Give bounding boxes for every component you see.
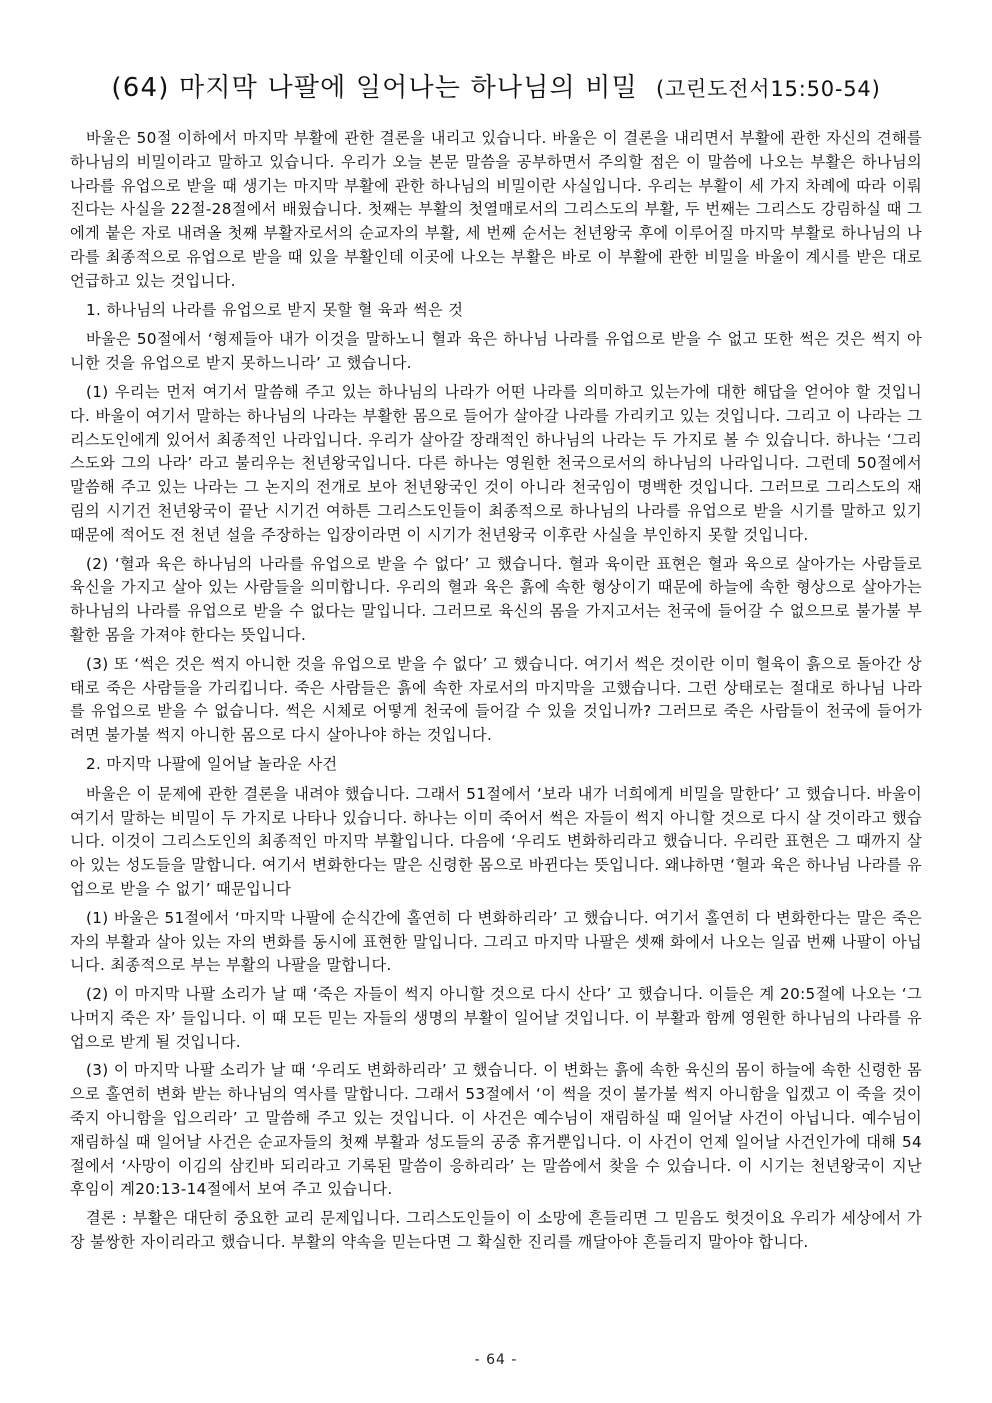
paragraph-conclusion: 결론 : 부활은 대단히 중요한 교리 문제입니다. 그리스도인들이 이 소망에 흔들리면 그 믿음도 헛것이요 우리가 세상에서 가장 불쌍한 자이리라고 했습니다. 부활의 약속을 믿는다면 그 확실한 진리를 깨달아야 흔들리지 말아야 합니다. [70,1209,922,1252]
paragraph: (1) 바울은 51절에서 ‘마지막 나팔에 순식간에 홀연히 다 변화하리라’ 고 했습니다. 여기서 홀연히 다 변화한다는 말은 죽은 자의 부활과 살아 있는 자의 변화를 동시에 표현한 말입니다. 그리고 마지막 나팔은 셋째 화에서 나오는 일곱 번째 나팔이 아닙니다. 최종적으로 부는 부활의 나팔을 말합니다. [70,908,922,975]
title-main: (64) 마지막 나팔에 일어나는 하나님의 비밀 [111,73,638,103]
title-reference: (고린도전서15:50-54) [655,77,881,101]
paragraph: (1) 우리는 먼저 여기서 말씀해 주고 있는 하나님의 나라가 어떤 나라를 의미하고 있는가에 대한 해답을 얻어야 할 것입니다. 바울이 여기서 말하는 하나님의 나라는 부활한 몸으로 들어가 살아갈 나라를 가리키고 있는 것입니다. 그리고 이 나라는 그리스도인에게 있어서 최종적인 나라입니다. 우리가 살아갈 장래적인 하나님의 나라는 두 가지로 볼 수 있습니다. 하나는 ‘그리스도와 그의 나라’ 라고 불리우는 천년왕국입니다. 다른 하나는 영원한 천국으로서의 하나님의 나라입니다. 그런데 50절에서 말씀해 주고 있는 나라는 그 논지의 전개로 보아 천년왕국인 것이 아니라 천국임이 명백한 것입니다. 그러므로 그리스도의 재림의 시기건 천년왕국이 끝난 시기건 여하튼 그리스도인들이 최종적으로 하나님의 나라를 유업으로 받을 시기를 말하고 있기 때문에 적어도 전 천년 설을 주장하는 입장이라면 이 시기가 천년왕국 이후란 사실을 부인하지 못할 것입니다. [70,382,922,544]
page-number: - 64 - [474,1352,518,1368]
section-heading-2: 2. 마지막 나팔에 일어날 놀라운 사건 [86,754,338,773]
paragraph: (3) 이 마지막 나팔 소리가 날 때 ‘우리도 변화하리라’ 고 했습니다. 이 변화는 흙에 속한 육신의 몸이 하늘에 속한 신령한 몸으로 홀연히 변화 받는 하나님의 역사를 말합니다. 그래서 53절에서 ‘이 썩을 것이 불가불 썩지 아니함을 입겠고 이 죽을 것이 죽지 아니함을 입으리라’ 고 말씀해 주고 있는 것입니다. 이 사건은 예수님이 재림하실 때 일어날 사건이 아닙니다. 예수님이 재림하실 때 일어날 사건은 순교자들의 첫째 부활과 성도들의 공중 휴거뿐입니다. 이 사건이 언제 일어날 사건인가에 대해 54절에서 ‘사망이 이김의 삼킨바 되리라고 기록된 말씀이 응하리라’ 는 말씀에서 찾을 수 있습니다. 이 시기는 천년왕국이 지난 후임이 계20:13-14절에서 보여 주고 있습니다. [70,1061,922,1199]
section-heading-1: 1. 하나님의 나라를 유업으로 받지 못할 혈 육과 썩은 것 [86,300,464,319]
paragraph: (3) 또 ‘썩은 것은 썩지 아니한 것을 유업으로 받을 수 없다’ 고 했습니다. 여기서 썩은 것이란 이미 혈육이 흙으로 돌아간 상태로 죽은 사람들을 가리킵니다. 죽은 사람들은 흙에 속한 자로서의 마지막을 고했습니다. 그런 상태로는 절대로 하나님 나라를 유업으로 받을 수 없습니다. 썩은 시체로 어떻게 천국에 들어갈 수 있을 것입니까? 그러므로 죽은 사람들이 천국에 들어가려면 불가불 썩지 아니한 몸으로 다시 살아나야 하는 것입니다. [70,654,922,745]
paragraph: (2) 이 마지막 나팔 소리가 날 때 ‘죽은 자들이 썩지 아니할 것으로 다시 산다’ 고 했습니다. 이들은 계 20:5절에 나오는 ‘그 나머지 죽은 자’ 들입니다. 이 때 모든 믿는 자들의 생명의 부활이 일어날 것입니다. 이 부활과 함께 영원한 하나님의 나라를 유업으로 받게 될 것입니다. [70,985,922,1051]
document-body [70,127,922,1260]
paragraph: 바울은 50절에서 ‘형제들아 내가 이것을 말하노니 혈과 육은 하나님 나라를 유업으로 받을 수 없고 또한 썩은 것은 썩지 아니한 것을 유업으로 받지 못하느니라’ 고 했습니다. [70,330,922,373]
paragraph-intro: 바울은 50절 이하에서 마지막 부활에 관한 결론을 내리고 있습니다. 바울은 이 결론을 내리면서 부활에 관한 자신의 견해를 하나님의 비밀이라고 말하고 있습니다. 우리가 오늘 본문 말씀을 공부하면서 주의할 점은 이 말씀에 나오는 부활은 하나님의 나라를 유업으로 받을 때 생기는 마지막 부활에 관한 하나님의 비밀이란 사실입니다. 우리는 부활이 세 가지 차례에 따라 이뤄진다는 사실을 22절-28절에서 배웠습니다. 첫째는 부활의 첫열매로서의 그리스도의 부활, 두 번째는 그리스도 강림하실 때 그에게 붙은 자로 내려올 첫째 부활자로서의 순교자의 부활, 세 번째 순서는 천년왕국 후에 이루어질 마지막 부활로 하나님의 나라를 최종적으로 유업으로 받을 때 있을 부활인데 이곳에 나오는 부활은 바로 이 부활에 관한 비밀을 바울이 계시를 받은 대로 언급하고 있는 것입니다. [70,129,922,290]
paragraph: 바울은 이 문제에 관한 결론을 내려야 했습니다. 그래서 51절에서 ‘보라 내가 너희에게 비밀을 말한다’ 고 했습니다. 바울이 여기서 말하는 비밀이 두 가지로 나타나 있습니다. 하나는 이미 죽어서 썩은 자들이 썩지 아니할 것으로 다시 살 것이라고 했습니다. 이것이 그리스도인의 최종적인 마지막 부활입니다. 다음에 ‘우리도 변화하리라고 했습니다. 우리란 표현은 그 때까지 살아 있는 성도들을 말합니다. 여기서 변화한다는 말은 신령한 몸으로 바뀐다는 뜻입니다. 왜냐하면 ‘혈과 육은 하나님 나라를 유업으로 받을 수 없기’ 때문입니다 [70,784,922,898]
paragraph: (2) ‘혈과 육은 하나님의 나라를 유업으로 받을 수 없다’ 고 했습니다. 혈과 육이란 표현은 혈과 육으로 살아가는 사람들로 육신을 가지고 살아 있는 사람들을 의미합니다. 우리의 혈과 육은 흙에 속한 형상이기 때문에 하늘에 속한 형상으로 살아가는 하나님의 나라를 유업으로 받을 수 없다는 말입니다. 그러므로 육신의 몸을 가지고서는 천국에 들어갈 수 없으므로 불가불 부활한 몸을 가져야 한다는 뜻입니다. [70,554,922,644]
page-title [70,66,922,104]
